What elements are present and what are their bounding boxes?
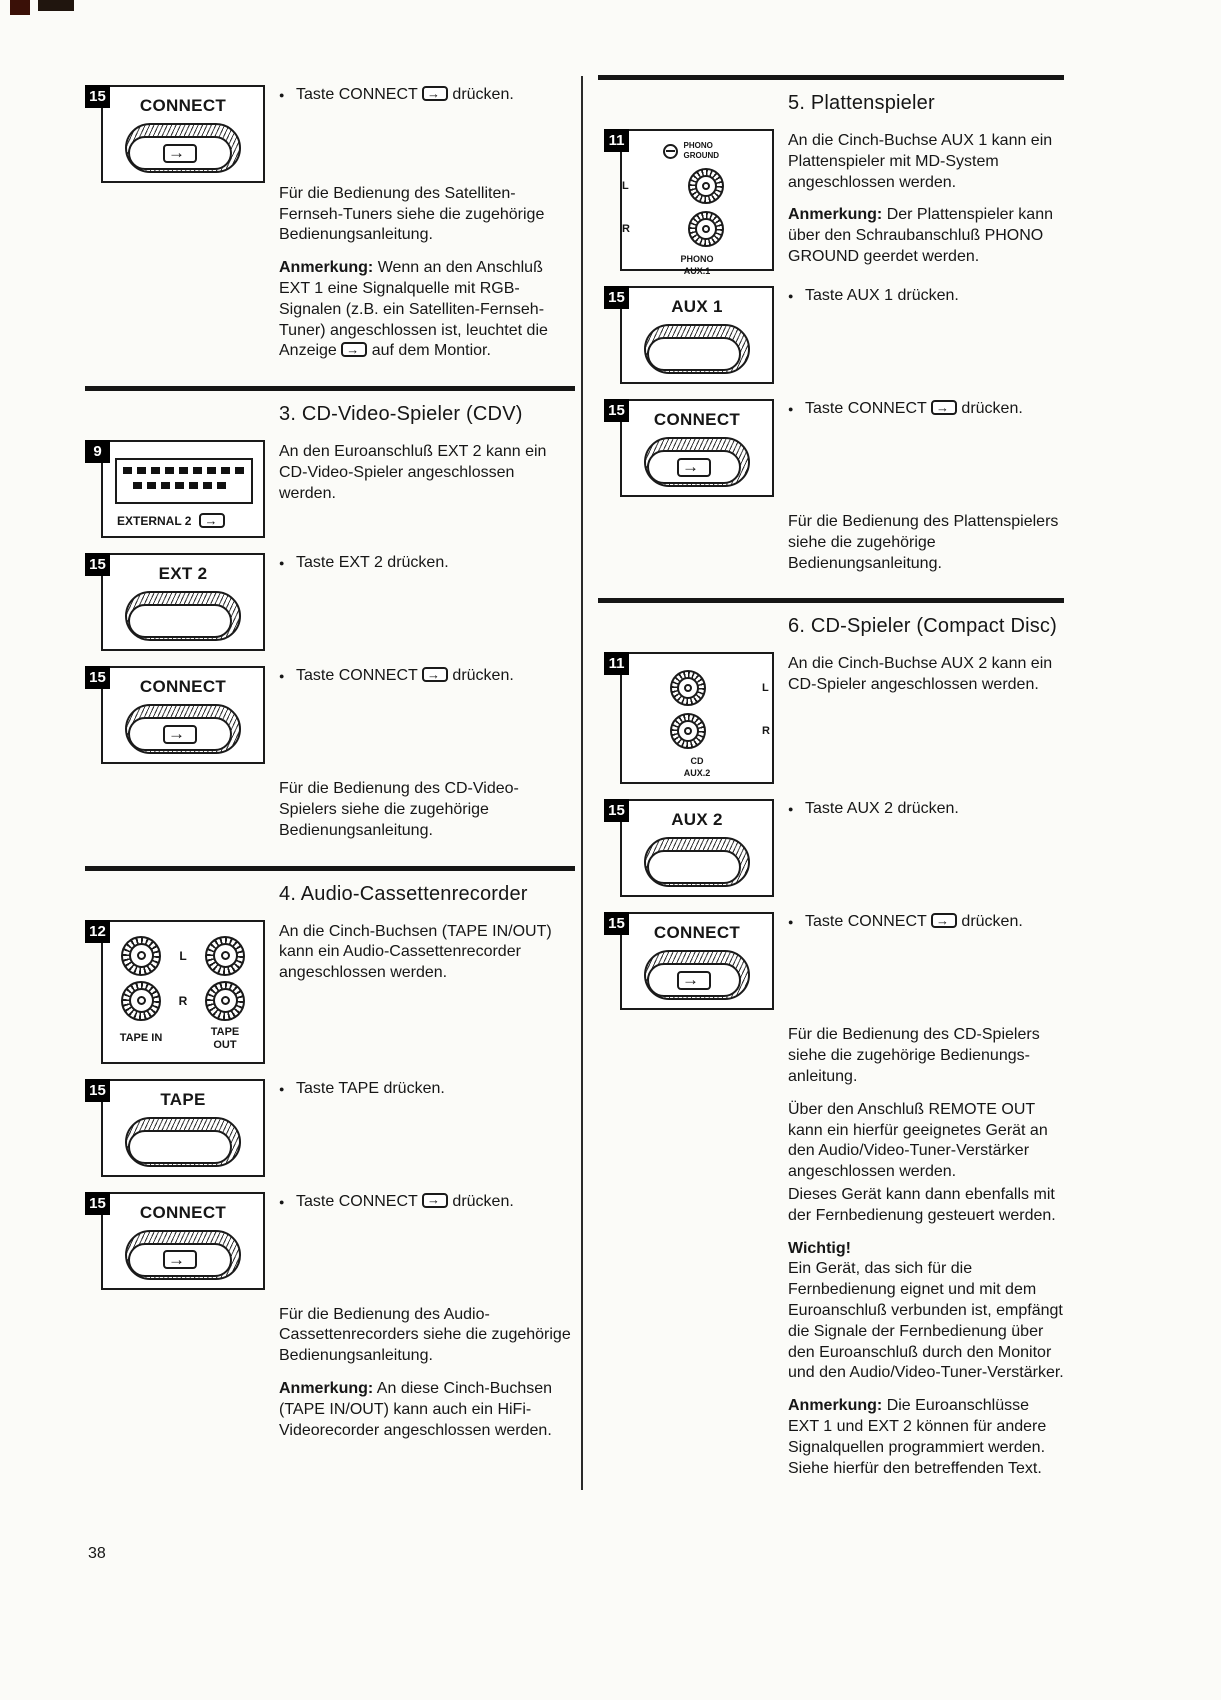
- figure-connect-key: [85, 85, 265, 362]
- bullet-dot: ●: [279, 1083, 285, 1094]
- ext-connect-icon: →: [931, 400, 957, 415]
- figure-connect-key: [598, 399, 774, 497]
- cinch-jack-icon: [121, 936, 161, 976]
- figure-tape-jacks: [85, 920, 265, 1064]
- scart-pin-row: [133, 482, 229, 489]
- step-row-scart: [85, 440, 575, 538]
- note-label: Anmerkung:: [279, 259, 374, 277]
- instruction-bullet: [788, 399, 1064, 420]
- bullet-dot: ●: [279, 558, 285, 569]
- bullet-text: Taste TAPE drücken.: [296, 1079, 445, 1097]
- ground-screw-icon: [663, 144, 678, 159]
- step-row-connect: [598, 399, 1064, 497]
- instruction-bullet: [279, 666, 575, 687]
- section-heading-3: 3. CD-Video-Spieler (CDV): [279, 403, 523, 426]
- step-badge: 15: [604, 912, 629, 935]
- bullet-dot: ●: [279, 1196, 285, 1207]
- note-paragraph: Anmerkung: Die Euroanschlüsse EXT 1 und EXT 2 können für andere Signalquellen programmiert werden. Siehe hierfür den betreffenden Text.: [788, 1397, 1047, 1477]
- figure-ext2-key: [85, 553, 265, 651]
- ext-connect-icon: [163, 144, 197, 163]
- step-badge: 15: [85, 1192, 110, 1215]
- step-badge: 15: [85, 1079, 110, 1102]
- note-paragraph: Anmerkung: Der Plattenspieler kann über den Schraubanschluß PHONO GROUND geerdet werden.: [788, 206, 1053, 265]
- step-row-connect: [85, 666, 575, 764]
- figure-box: [89, 85, 265, 183]
- jack-row: [622, 670, 772, 706]
- key-label: CONNECT: [139, 677, 227, 697]
- instruction-bullet: [788, 286, 1064, 307]
- step-row-ext2: [85, 553, 575, 651]
- key-face: [647, 450, 741, 484]
- bullet-dot: ●: [279, 671, 285, 682]
- step-badge: 11: [604, 652, 629, 675]
- section-divider: [598, 598, 1064, 603]
- channel-label: L: [762, 682, 769, 695]
- socket-label-tape-out: TAPE OUT: [210, 1025, 240, 1051]
- ground-label: PHONO GROUND: [683, 141, 720, 160]
- step-text: [774, 799, 1064, 897]
- paragraph: An die Cinch-Buchse AUX 1 kann ein Plattenspieler mit MD-System angeschlossen werden.: [788, 132, 1053, 191]
- figure-box: [89, 553, 265, 651]
- ext-connect-icon: →: [163, 1250, 197, 1269]
- figure-scart: [85, 440, 265, 538]
- figure-box: [608, 652, 774, 784]
- scart-pin-row: [123, 467, 245, 474]
- note-paragraph: Anmerkung: An diese Cinch-Buchsen (TAPE IN/OUT) kann auch ein HiFi-Videorecorder angeschlossen werden.: [279, 1379, 553, 1439]
- ext-connect-icon: →: [199, 513, 225, 528]
- channel-label: R: [178, 993, 188, 1008]
- ext-connect-icon: →: [341, 342, 367, 357]
- scan-artifact: [10, 0, 30, 15]
- cinch-jack-icon: [205, 936, 245, 976]
- instruction-bullet: [788, 912, 1064, 933]
- figure-box: [89, 666, 265, 764]
- paragraph: Für die Bedienung des Satelliten-Fernseh-Tuners siehe die zugehörige Bedienungsanleitung.: [279, 184, 545, 244]
- ext-connect-icon: →: [163, 725, 197, 744]
- paragraph: An die Cinch-Buchse AUX 2 kann ein CD-Spieler angeschlossen werden.: [788, 655, 1053, 694]
- paragraph: An die Cinch-Buchsen (TAPE IN/OUT) kann ein Audio-Cassettenrecorder angeschlossen werden.: [279, 922, 552, 982]
- figure-box: [608, 799, 774, 897]
- remote-key-illustration: [644, 837, 750, 887]
- key-face: [647, 337, 741, 371]
- figure-connect-key: [85, 1192, 265, 1290]
- figure-aux1-key: [598, 286, 774, 384]
- step-badge: 12: [85, 920, 110, 943]
- remote-key-illustration: [125, 123, 241, 173]
- step-text: [265, 440, 575, 538]
- bullet-text: Taste AUX 1 drücken.: [805, 287, 959, 304]
- figure-cd-jacks: [598, 652, 774, 784]
- step-text: [774, 399, 1064, 497]
- figure-box: [608, 912, 774, 1010]
- channel-label: R: [622, 223, 630, 235]
- key-label: TAPE: [160, 1089, 206, 1109]
- important-paragraph: Wichtig! Ein Gerät, das sich für die Fernbedienung eignet und mit dem Euroanschluß verbunden ist, empfängt die Signale der Fernbedienung über den Euroanschluß durch den Monitor und den Audio/Video-Tuner-Verstärker.: [788, 1239, 1064, 1382]
- key-label: AUX 1: [671, 297, 723, 316]
- note-label: Anmerkung:: [788, 1397, 883, 1415]
- step-row-connect: [598, 912, 1064, 1010]
- step-badge: 15: [85, 553, 110, 576]
- step-badge: 11: [604, 129, 629, 152]
- section-heading-4: 4. Audio-Cassettenrecorder: [279, 882, 528, 905]
- cinch-jack-icon: [205, 981, 245, 1021]
- column-left: [85, 85, 575, 1441]
- ext-connect-icon: →: [931, 913, 957, 928]
- bullet-text: Taste CONNECT → drücken.: [296, 85, 514, 103]
- ext-connect-icon: →: [677, 458, 711, 477]
- step-text: [265, 920, 575, 1064]
- figure-box: [608, 286, 774, 384]
- socket-label-phono-aux1: PHONO AUX.1: [680, 254, 714, 276]
- phono-ground-terminal: [622, 141, 772, 161]
- cinch-jack-icon: [688, 168, 724, 204]
- jack-row: [622, 168, 772, 204]
- bullet-dot: ●: [788, 804, 794, 815]
- key-label: AUX 2: [671, 810, 723, 830]
- key-label: CONNECT: [653, 410, 741, 429]
- remote-key-illustration: [125, 591, 241, 641]
- step-row-connect: [85, 1192, 575, 1290]
- step-text: [265, 1192, 575, 1290]
- figure-aux2-key: [598, 799, 774, 897]
- section-divider: [85, 386, 575, 391]
- section-heading-6: 6. CD-Spieler (Compact Disc): [788, 615, 1057, 638]
- remote-key-illustration: [125, 704, 241, 754]
- figure-box: [89, 1079, 265, 1177]
- key-face: [128, 1130, 232, 1164]
- page-number: 38: [88, 1545, 106, 1562]
- paragraph: Dieses Gerät kann dann ebenfalls mit der Fernbedienung gesteuert werden.: [788, 1185, 1056, 1224]
- step-text: [265, 553, 575, 651]
- step-row-cd-jacks: [598, 652, 1064, 784]
- cinch-jacks-illustration: [103, 936, 263, 1052]
- scart-socket-label: EXTERNAL 2 →: [117, 513, 263, 528]
- bullet-text: Taste CONNECT → drücken.: [296, 666, 514, 685]
- step-row-aux1: [598, 286, 1064, 384]
- important-label: Wichtig!: [788, 1239, 851, 1257]
- bullet-dot: ●: [788, 291, 794, 301]
- step-row-aux2: [598, 799, 1064, 897]
- step-row-phono-jacks: [598, 129, 1064, 276]
- step-text: [265, 666, 575, 764]
- key-face: [128, 717, 232, 751]
- column-right: [598, 75, 1064, 1479]
- key-face: [647, 963, 741, 997]
- step-badge: 15: [604, 286, 629, 309]
- remote-key-illustration: [644, 324, 750, 374]
- step-badge: 9: [85, 440, 110, 463]
- step-row-tape-key: [85, 1079, 575, 1177]
- key-face: [128, 136, 232, 170]
- channel-label: R: [762, 725, 770, 738]
- instruction-bullet: [279, 553, 575, 574]
- step-text: [774, 652, 1064, 784]
- note-paragraph: Anmerkung: Wenn an den Anschluß EXT 1 eine Signalquelle mit RGB-Signalen (z.B. ein Satelliten-Fernseh-Tuner) angeschlossen ist, leuchtet die Anzeige → auf dem Montior.: [279, 259, 548, 360]
- cinch-jack-icon: [688, 211, 724, 247]
- section-heading-5: 5. Plattenspieler: [788, 92, 935, 114]
- scan-artifact: [38, 0, 74, 11]
- bullet-dot: ●: [279, 90, 285, 100]
- step-row-tape-jacks: [85, 920, 575, 1064]
- socket-label-tape-in: TAPE IN: [119, 1032, 163, 1045]
- paragraph: Über den Anschluß REMOTE OUT kann ein hierfür geeignetes Gerät an den Audio/Video-Tuner-Verstärker angeschlossen werden.: [788, 1100, 1048, 1181]
- cinch-jack-icon: [670, 670, 706, 706]
- paragraph: An den Euroanschluß EXT 2 kann ein CD-Video-Spieler angeschlossen werden.: [279, 443, 547, 502]
- figure-connect-key: [598, 912, 774, 1010]
- cinch-jack-icon: [670, 713, 706, 749]
- paragraph: Für die Bedienung des Plattenspielers siehe die zugehörige Bedienungsanleitung.: [788, 513, 1059, 572]
- remote-key-illustration: [644, 437, 750, 487]
- remote-key-illustration: [125, 1230, 241, 1280]
- instruction-bullet: [788, 799, 1064, 820]
- paragraph: Für die Bedienung des Audio-Cassettenrecorders siehe die zugehörige Bedienungsanleitung.: [279, 1305, 571, 1365]
- step-badge: 15: [85, 85, 110, 108]
- figure-connect-key: [85, 666, 265, 764]
- bullet-text: Taste CONNECT → drücken.: [805, 399, 1023, 417]
- key-label: CONNECT: [139, 1202, 227, 1222]
- step-text: [774, 129, 1064, 271]
- step-text: [265, 1079, 575, 1177]
- socket-label-cd-aux2: CD AUX.2: [683, 756, 711, 779]
- ext-connect-icon: →: [422, 667, 448, 682]
- figure-box: [608, 399, 774, 497]
- bullet-text: Taste AUX 2 drücken.: [805, 800, 959, 818]
- bullet-dot: ●: [788, 404, 794, 414]
- remote-key-illustration: [644, 950, 750, 1000]
- step-row-connect: [85, 85, 575, 362]
- ext-connect-icon: →: [422, 1193, 448, 1208]
- ext-connect-icon: →: [422, 86, 448, 101]
- note-label: Anmerkung:: [788, 206, 883, 224]
- step-badge: 15: [604, 799, 629, 822]
- key-label: EXT 2: [158, 564, 208, 584]
- step-text: [774, 912, 1064, 1010]
- figure-tape-key: [85, 1079, 265, 1177]
- key-face: [128, 604, 232, 638]
- figure-phono-jacks: [598, 129, 774, 276]
- figure-box: [89, 920, 265, 1064]
- bullet-text: Taste CONNECT → drücken.: [296, 1192, 514, 1210]
- remote-key-illustration: [125, 1117, 241, 1167]
- key-face: [647, 850, 741, 884]
- paragraph: Für die Bedienung des CD-Spielers siehe die zugehörige Bedienungs-anleitung.: [788, 1026, 1040, 1085]
- channel-label: L: [179, 948, 187, 963]
- ext-connect-icon: →: [677, 971, 711, 990]
- step-badge: 15: [85, 666, 110, 689]
- jack-row: [622, 713, 772, 749]
- bullet-dot: ●: [788, 917, 794, 928]
- figure-box: [93, 440, 265, 538]
- key-label: CONNECT: [139, 96, 227, 115]
- paragraph: Für die Bedienung des CD-Video-Spielers siehe die zugehörige Bedienungsanleitung.: [279, 780, 519, 839]
- step-text: [774, 286, 1064, 384]
- instruction-bullet: [279, 85, 575, 106]
- scart-connector-illustration: [115, 458, 253, 504]
- arrow-glyph: →: [168, 143, 185, 163]
- note-label: Anmerkung:: [279, 1379, 374, 1397]
- instruction-bullet: [279, 1192, 575, 1213]
- figure-box: [89, 1192, 265, 1290]
- column-divider: [581, 76, 583, 1490]
- section-divider: [598, 75, 1064, 80]
- instruction-bullet: [279, 1079, 575, 1100]
- channel-label: L: [622, 180, 629, 192]
- key-face: [128, 1243, 232, 1277]
- jack-row: [622, 211, 772, 247]
- bullet-text: Taste CONNECT → drücken.: [805, 913, 1023, 931]
- step-badge: 15: [604, 399, 629, 422]
- figure-box: [608, 129, 774, 276]
- step-text: [265, 85, 575, 362]
- section-divider: [85, 866, 575, 871]
- cinch-jack-icon: [121, 981, 161, 1021]
- bullet-text: Taste EXT 2 drücken.: [296, 554, 449, 572]
- key-label: CONNECT: [653, 923, 741, 943]
